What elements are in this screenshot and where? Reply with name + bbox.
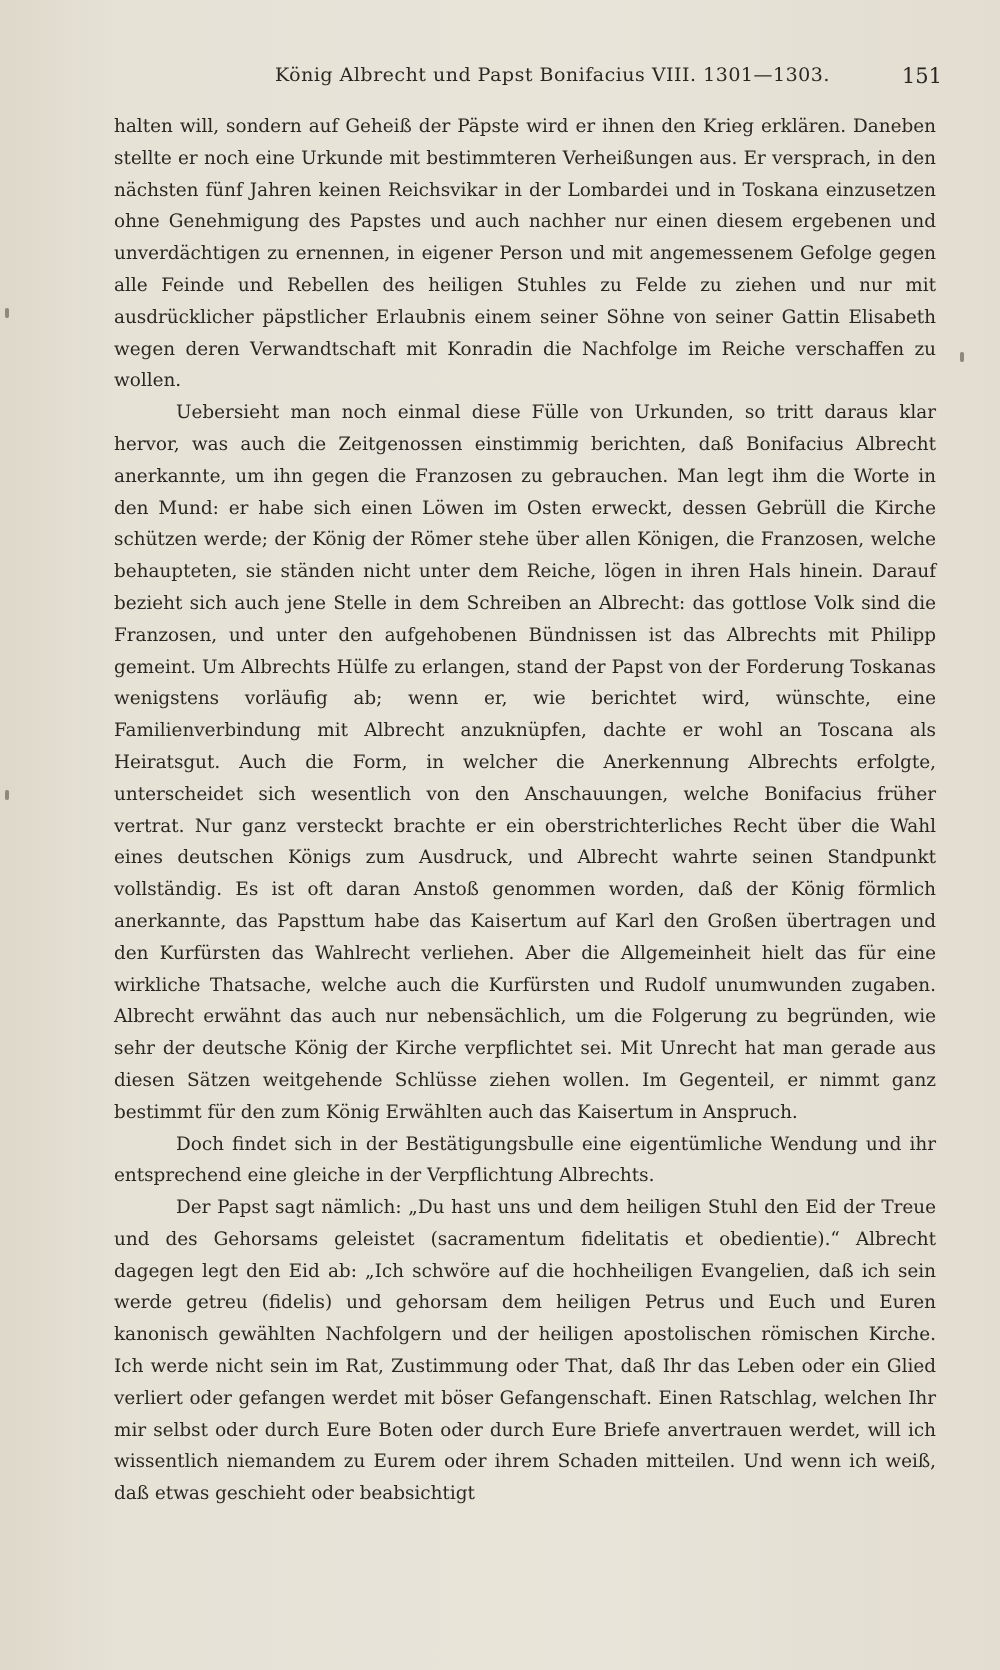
running-title: König Albrecht und Papst Bonifacius VIII. 1301—1303. (275, 64, 830, 86)
margin-mark (5, 308, 9, 318)
paragraph-overview: Uebersieht man noch einmal diese Fülle von Urkunden, so tritt daraus klar hervor, was auch die Zeitgenossen einstimmig berichten, daß Bonifacius Albrecht anerkannte, um ihn gegen die Franzosen zu gebrauchen. Man legt ihm die Worte in den Mund: er habe sich einen Löwen im Osten erweckt, dessen Gebrüll die Kirche schützen werde; der König der Römer stehe über allen Königen, die Franzosen, welche behaupteten, sie ständen nicht unter dem Reiche, lögen in ihren Hals hinein. Darauf bezieht sich auch jene Stelle in dem Schreiben an Albrecht: das gottlose Volk sind die Franzosen, und unter den aufgehobenen Bündnissen ist das Albrechts mit Philipp gemeint. Um Albrechts Hülfe zu erlangen, stand der Papst von der Forderung Toskanas wenigstens vorläufig ab; wenn er, wie berichtet wird, wünschte, eine Familienverbindung mit Albrecht anzuknüpfen, dachte er wohl an Toscana als Heiratsgut. Auch die Form, in welcher die Anerkennung Albrechts erfolgte, unterscheidet sich wesentlich von den Anschauungen, welche Bonifacius früher vertrat. Nur ganz versteckt brachte er ein oberstrichterliches Recht über die Wahl eines deutschen Königs zum Ausdruck, und Albrecht wahrte seinen Standpunkt vollständig. Es ist oft daran Anstoß genommen worden, daß der König förmlich anerkannte, das Papsttum habe das Kaisertum auf Karl den Großen übertragen und den Kurfürsten das Wahlrecht verliehen. Aber die Allgemeinheit hielt das für eine wirkliche Thatsache, welche auch die Kurfürsten und Rudolf unumwunden zugaben. Albrecht erwähnt das auch nur nebensächlich, um die Folgerung zu begründen, wie sehr der deutsche König der Kirche verpflichtet sei. Mit Unrecht hat man gerade aus diesen Sätzen weitgehende Schlüsse ziehen wollen. Im Gegenteil, er nimmt ganz bestimmt für den zum König Erwählten auch das Kaisertum in Anspruch. (114, 402, 936, 1123)
paragraph-oath: Der Papst sagt nämlich: „Du hast uns und dem heiligen Stuhl den Eid der Treue und des Gehorsams geleistet (sacramentum fidelitatis et obedientie).“ Albrecht dagegen legt den Eid ab: „Ich schwöre auf die hochheiligen Evangelien, daß ich sein werde getreu (fidelis) und gehorsam dem heiligen Petrus und Euch und Euren kanonisch gewählten Nachfolgern und der heiligen apostolischen römischen Kirche. Ich werde nicht sein im Rat, Zustimmung oder That, daß Ihr das Leben oder ein Glied verliert oder gefangen werdet mit böser Gefangenschaft. Einen Ratschlag, welchen Ihr mir selbst oder durch Eure Boten oder durch Eure Briefe anvertrauen werdet, will ich wissentlich niemandem zu Eurem oder ihrem Schaden mitteilen. Und wenn ich weiß, daß etwas geschieht oder beabsichtigt (114, 1197, 936, 1505)
body-text (114, 111, 936, 1510)
paragraph-bull: Doch findet sich in der Bestätigungsbulle eine eigentümliche Wendung und ihr entsprechend eine gleiche in der Verpflichtung Albrechts. (114, 1133, 936, 1187)
paragraph-continuation: halten will, sondern auf Geheiß der Päpste wird er ihnen den Krieg erklären. Daneben stellte er noch eine Urkunde mit bestimmteren Verheißungen aus. Er versprach, in den nächsten fünf Jahren keinen Reichsvikar in der Lombardei und in Toskana einzusetzen ohne Genehmigung des Papstes und auch nachher nur einen diesem ergebenen und unverdächtigen zu ernennen, in eigener Person und mit angemessenem Gefolge gegen alle Feinde und Rebellen des heiligen Stuhles zu Felde zu ziehen und nur mit ausdrücklicher päpstlicher Erlaubnis einem seiner Söhne von seiner Gattin Elisabeth wegen deren Verwandtschaft mit Konradin die Nachfolge im Reiche verschaffen zu wollen. (114, 116, 936, 392)
running-head (110, 64, 942, 94)
margin-mark (960, 352, 964, 362)
page-number: 151 (901, 64, 942, 88)
margin-mark (5, 790, 9, 800)
